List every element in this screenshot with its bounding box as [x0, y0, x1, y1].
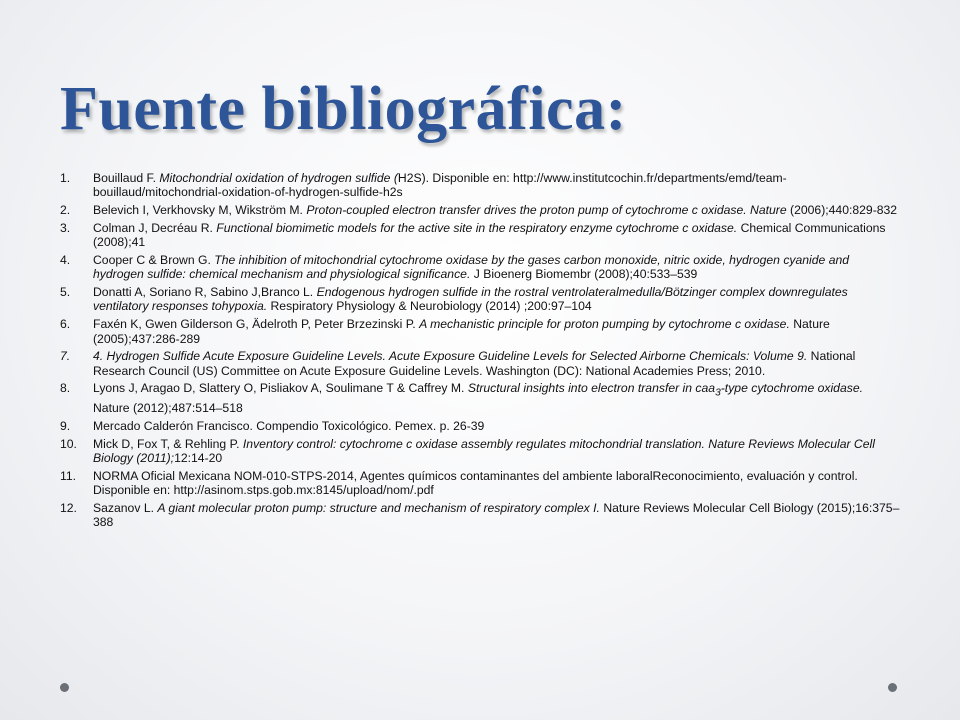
- reference-text: Respiratory Physiology & Neurobiology (2014) ;200:97–104: [267, 299, 592, 314]
- reference-text: Nature (2005);437:286-289: [93, 317, 830, 346]
- reference-text: Cooper C & Brown G.: [93, 252, 215, 267]
- reference-number: 3.: [60, 220, 71, 235]
- reference-text: 3: [715, 387, 721, 399]
- reference-number: 6.: [60, 317, 71, 332]
- reference-text: Structural insights into electron transfer in caa: [467, 381, 716, 396]
- reference-number: 11.: [60, 468, 77, 483]
- reference-number: 1.: [60, 171, 71, 185]
- reference-item: [60, 381, 900, 415]
- reference-text: Sazanov L.: [93, 500, 158, 515]
- reference-text: 4. Hydrogen Sulfide Acute Exposure Guideline Levels. Acute Exposure Guideline Levels for Selected Airborne Chemicals: Volume 9.: [93, 349, 808, 364]
- reference-number: 7.: [60, 349, 71, 364]
- reference-text: Chemical Communications (2008);41: [93, 220, 886, 250]
- reference-item: [60, 221, 900, 250]
- reference-item: [60, 501, 900, 530]
- reference-item: [60, 437, 900, 466]
- reference-text: NORMA Oficial Mexicana NOM-010-STPS-2014, Agentes químicos contaminantes del ambiente laboralReconocimiento, evaluación y control. Disponible en: http://asinom.stps.gob.mx:8145/upload/nom/.pdf: [93, 468, 858, 498]
- reference-text: J Bioenerg Biomembr (2008);40:533–539: [470, 267, 698, 282]
- reference-text: A giant molecular proton pump: structure and mechanism of respiratory complex I.: [157, 500, 600, 515]
- reference-item: [60, 171, 900, 200]
- reference-list: [60, 171, 900, 533]
- reference-text: 12:14-20: [174, 451, 223, 466]
- reference-item: [60, 317, 900, 346]
- bullet-dot-left-decoration: [60, 683, 69, 692]
- reference-number: 12.: [60, 500, 77, 515]
- bullet-dot-right-decoration: [888, 683, 897, 692]
- reference-item: [60, 419, 900, 433]
- reference-text: Belevich I, Verkhovsky M, Wikström M.: [93, 203, 307, 218]
- reference-number: 5.: [60, 285, 71, 300]
- reference-text: Endogenous hydrogen sulfide in the rostral ventrolateralmedulla/Bötzinger complex downregulates ventilatory responses tohypoxia.: [93, 285, 848, 314]
- reference-item: [60, 469, 900, 498]
- reference-text: Nature Reviews Molecular Cell Biology (2015);16:375–388: [93, 500, 900, 530]
- reference-text: Functional biomimetic models for the active site in the respiratory enzyme cytochrome c oxidase.: [216, 220, 738, 235]
- reference-number: 9.: [60, 418, 71, 433]
- reference-text: Mitochondrial oxidation of hydrogen sulfide (: [159, 171, 398, 185]
- reference-text: H2S). Disponible en: http://www.institutcochin.fr/departments/emd/team-bouillaud/mitochondrial-oxidation-of-hydrogen-sulfide-h2s: [93, 171, 787, 200]
- reference-text: Mercado Calderón Francisco. Compendio Toxicológico. Pemex. p. 26-39: [93, 418, 485, 433]
- reference-text: Proton-coupled electron transfer drives the proton pump of cytochrome c oxidase. Nature: [306, 203, 787, 218]
- reference-text: (2006);440:829-832: [786, 203, 898, 218]
- reference-text: Bouillaud F.: [93, 171, 160, 185]
- slide-title: Fuente bibliográfica:: [60, 75, 627, 143]
- reference-text: Colman J, Decréau R.: [93, 220, 217, 235]
- reference-item: [60, 349, 900, 378]
- reference-text: Nature (2012);487:514–518: [93, 401, 243, 416]
- reference-text: Faxén K, Gwen Gilderson G, Ädelroth P, Peter Brzezinski P.: [93, 317, 420, 332]
- reference-text: National Research Council (US) Committee on Acute Exposure Guideline Levels. Washington (DC): National Academies Press; 2010.: [93, 349, 856, 378]
- reference-number: 8.: [60, 381, 71, 396]
- reference-text: -type cytochrome oxidase.: [720, 381, 864, 396]
- reference-text: Inventory control: cytochrome c oxidase assembly regulates mitochondrial translation. Nature Reviews Molecular Cell Biology (2011);: [93, 436, 875, 466]
- reference-item: [60, 253, 900, 282]
- reference-text: The inhibition of mitochondrial cytochrome oxidase by the gases carbon monoxide, nitric oxide, hydrogen cyanide and hydrogen sulfide: chemical mechanism and physiological significance.: [93, 252, 850, 282]
- reference-number: 4.: [60, 252, 71, 267]
- reference-item: [60, 203, 900, 217]
- reference-text: Donatti A, Soriano R, Sabino J,Branco L.: [93, 285, 317, 300]
- reference-number: 2.: [60, 203, 71, 218]
- reference-text: Lyons J, Aragao D, Slattery O, Pisliakov A, Soulimane T & Caffrey M.: [93, 381, 468, 396]
- reference-number: 10.: [60, 436, 77, 451]
- reference-text: A mechanistic principle for proton pumping by cytochrome c oxidase.: [419, 317, 790, 332]
- reference-item: [60, 285, 900, 314]
- reference-text: Mick D, Fox T, & Rehling P.: [93, 436, 243, 451]
